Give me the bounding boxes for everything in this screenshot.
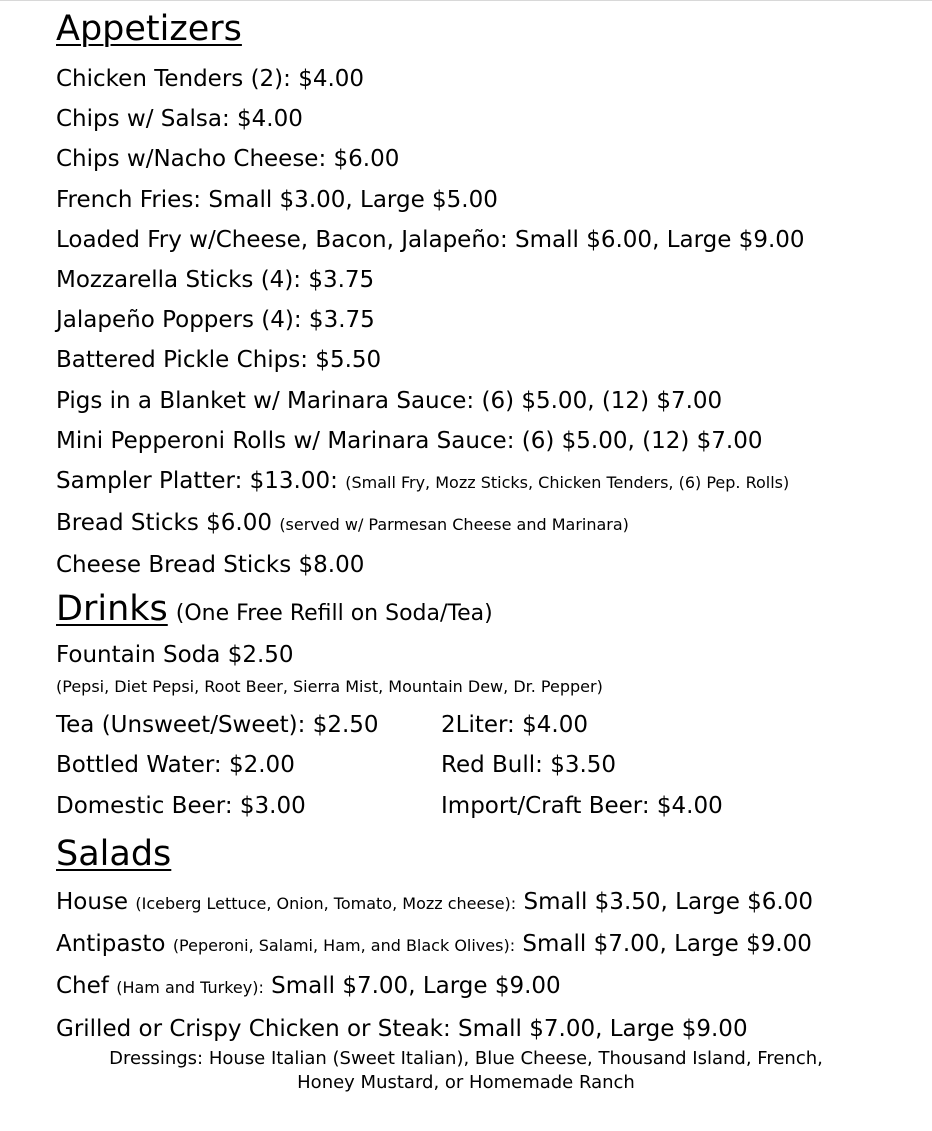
appetizer-note: (Small Fry, Mozz Sticks, Chicken Tenders, (6) Pep. Rolls) <box>345 473 790 493</box>
appetizer-item: Cheese Bread Sticks $8.00 <box>56 552 365 579</box>
appetizer-item: Sampler Platter: $13.00: (Small Fry, Mozz Sticks, Chicken Tenders, (6) Pep. Rolls) <box>56 468 790 495</box>
appetizers-title: Appetizers <box>56 9 242 49</box>
drinks-list <box>56 635 723 826</box>
dressings-note <box>0 1047 932 1095</box>
dressings-line: Honey Mustard, or Homemade Ranch <box>297 1072 635 1093</box>
drinks-refill-note: (One Free Refill on Soda/Tea) <box>175 601 493 626</box>
salad-item: Grilled or Crispy Chicken or Steak: Small $7.00, Large $9.00 <box>56 1015 748 1042</box>
appetizer-item: Chicken Tenders (2): $4.00 <box>56 66 365 92</box>
salad-item: Chef (Ham and Turkey): Small $7.00, Large $9.00 <box>56 973 561 1000</box>
appetizer-note: (served w/ Parmesan Cheese and Marinara) <box>279 515 629 535</box>
appetizer-item: Pigs in a Blanket w/ Marinara Sauce: (6) $5.00, (12) $7.00 <box>56 387 723 414</box>
appetizer-item: French Fries: Small $3.00, Large $5.00 <box>56 186 498 213</box>
appetizer-item: Chips w/ Salsa: $4.00 <box>56 106 303 133</box>
salad-item: Antipasto (Peperoni, Salami, Ham, and Black Olives): Small $7.00, Large $9.00 <box>56 931 812 958</box>
drink-row: Tea (Unsweet/Sweet): $2.50 2Liter: $4.00 <box>56 712 588 739</box>
appetizer-item: Mini Pepperoni Rolls w/ Marinara Sauce: (6) $5.00, (12) $7.00 <box>56 427 763 454</box>
appetizer-item: Bread Sticks $6.00 (served w/ Parmesan Cheese and Marinara) <box>56 510 629 537</box>
salads-title: Salads <box>56 834 172 874</box>
appetizers-heading <box>56 5 242 53</box>
salads-list <box>56 882 813 1049</box>
drinks-title: Drinks <box>56 589 168 629</box>
appetizer-item: Mozzarella Sticks (4): $3.75 <box>56 267 375 294</box>
appetizers-list <box>56 59 805 586</box>
salads-heading <box>56 830 171 878</box>
appetizer-item: Jalapeño Poppers (4): $3.75 <box>56 307 375 334</box>
drinks-heading <box>56 585 493 633</box>
appetizer-item: Loaded Fry w/Cheese, Bacon, Jalapeño: Small $6.00, Large $9.00 <box>56 226 805 253</box>
salad-item: House (Iceberg Lettuce, Onion, Tomato, Mozz cheese): Small $3.50, Large $6.00 <box>56 889 814 915</box>
appetizer-item: Battered Pickle Chips: $5.50 <box>56 347 382 374</box>
drink-row: Bottled Water: $2.00 Red Bull: $3.50 <box>56 752 617 779</box>
fountain-soda-note: (Pepsi, Diet Pepsi, Root Beer, Sierra Mist, Mountain Dew, Dr. Pepper) <box>56 677 603 697</box>
appetizer-item: Chips w/Nacho Cheese: $6.00 <box>56 146 400 173</box>
dressings-line: Dressings: House Italian (Sweet Italian), Blue Cheese, Thousand Island, French, <box>109 1048 823 1069</box>
drink-row: Domestic Beer: $3.00 Import/Craft Beer: $4.00 <box>56 792 723 819</box>
fountain-soda-item: Fountain Soda $2.50 <box>56 642 294 668</box>
